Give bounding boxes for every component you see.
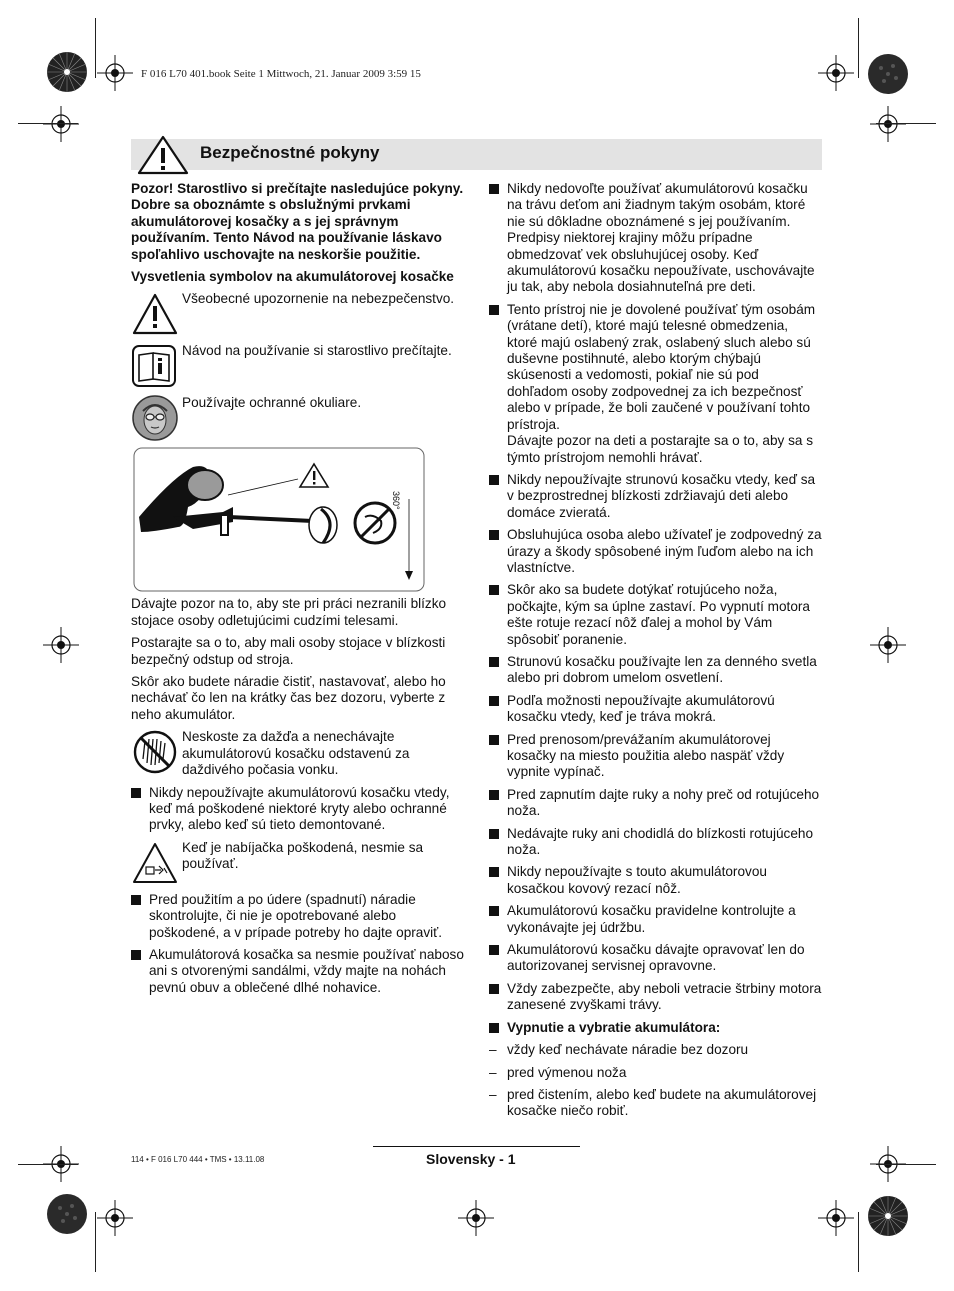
bullet-square-icon (489, 735, 499, 745)
bullet-text: Tento prístroj nie je dovolené používať tým osobám (vrátane detí), ktoré majú telesné obmedzenia, ktoré majú oslabený zrak, oslabený sluch alebo sú duševne postihnuté, alebo ktorým chýbajú skúsenosti a vedomosti, pokiaľ nie sú pod dohľadom osoby zodpovednej za ich bezpečnosť alebo v prípade, že boli zaučené v používaní tohto prístroja. (507, 301, 816, 432)
bullet-item (489, 654, 822, 687)
footer-document-code: 114 • F 016 L70 444 • TMS • 13.11.08 (131, 1155, 265, 1164)
print-file-info: F 016 L70 401.book Seite 1 Mittwoch, 21. Januar 2009 3:59 15 (141, 68, 421, 80)
crosshair-mark-top-left (97, 55, 133, 91)
safety-goggles-icon (131, 395, 179, 441)
bullet-square-icon (489, 945, 499, 955)
crop-line (876, 123, 936, 124)
bullet-square-icon (489, 585, 499, 595)
dash-text: pred výmenou noža (507, 1064, 627, 1080)
crosshair-mark-right-top (870, 106, 906, 142)
bullet-text: Obsluhujúca osoba alebo užívateľ je zodpovedný za úrazy a škody spôsobené iným ľuďom alebo na ich vlastníctve. (507, 527, 822, 575)
trimmer-operator-figure (133, 447, 425, 592)
dash-marker: – (489, 1042, 497, 1058)
bullet-square-icon (489, 696, 499, 706)
bullet-item (131, 892, 467, 941)
crosshair-mark-left-middle (43, 627, 79, 663)
bullet-text: Strunovú kosačku používajte len za denného svetla alebo pri dobrom umelom osvetlení. (507, 653, 817, 686)
bullet-text: Pred použitím a po údere (spadnutí) náradie skontrolujte, či nie je opotrebované alebo poškodené, a v prípade potreby ho dajte opraviť. (149, 891, 443, 940)
bullet-text: Nikdy nepoužívajte strunovú kosačku vtedy, keď sa v bezprostrednej blízkosti zdržiavajú deti alebo domáce zvieratá. (507, 471, 816, 520)
bullet-text-group (507, 302, 822, 466)
symbol-text: Používajte ochranné okuliare. (182, 395, 362, 411)
dash-item (489, 1065, 822, 1081)
bullet-square-icon (131, 788, 141, 798)
bullet-square-icon (489, 790, 499, 800)
symbol-text: Návod na používanie si starostlivo prečítajte. (182, 343, 452, 359)
bullet-item (489, 826, 822, 859)
figure-operator-distance (133, 447, 425, 592)
crosshair-mark-top-right (818, 55, 854, 91)
bullet-text: Vždy zabezpečte, aby neboli vetracie štrbiny motora zanesené zvyškami trávy. (507, 980, 822, 1013)
crop-line (18, 1164, 78, 1165)
bullet-square-icon (489, 1023, 499, 1033)
symbols-heading: Vysvetlenia symbolov na akumulátorovej kosačke (131, 269, 454, 285)
bullet-text: Akumulátorovú kosačku dávajte opravovať len do autorizovanej servisnej opravovne. (507, 942, 805, 974)
dash-marker: – (489, 1064, 497, 1080)
footer-page-number: Slovensky - 1 (426, 1151, 516, 1167)
symbol-text: Neskoste za dažďa a nenechávajte akumulátorovú kosačku odstavenú za daždivého počasia vonku. (182, 729, 410, 778)
bullet-item (131, 947, 467, 996)
crop-line (95, 18, 96, 78)
registration-mark-bottom-left-dark (45, 1192, 89, 1236)
dash-text: vždy keď nechávate náradie bez dozoru (507, 1042, 749, 1058)
bullet-item (489, 302, 822, 466)
crosshair-mark-bottom-left (97, 1200, 133, 1236)
intro-warning: Pozor! Starostlivo si prečítajte nasledujúce pokyny. Dobre sa oboznámte s obslužnými prvkami akumulátorovej kosačky a s jej správnym používaním. Tento Návod na používanie láskavo spoľahlivo uschovajte na neskoršie použitie. (131, 181, 464, 262)
bullet-square-icon (489, 657, 499, 667)
page-title: Bezpečnostné pokyny (200, 143, 380, 162)
bullet-text: Nedávajte ruky ani chodidlá do blízkosti rotujúceho noža. (507, 825, 814, 858)
bullet-square-icon (131, 895, 141, 905)
bullet-item (489, 942, 822, 975)
bullet-text: Podľa možnosti nepoužívajte akumulátorovú kosačku vtedy, keď je tráva mokrá. (507, 692, 775, 725)
bullet-square-icon (489, 829, 499, 839)
no-rain-icon (131, 729, 179, 775)
bullet-item (489, 582, 822, 648)
bullet-text: Pred zapnutím dajte ruky a nohy preč od rotujúceho noža. (507, 786, 820, 819)
crop-line (858, 1212, 859, 1272)
crosshair-mark-bottom-center (458, 1200, 494, 1236)
bullet-text: Akumulátorovú kosačku pravidelne kontrolujte a vykonávajte jej údržbu. (507, 903, 796, 935)
crop-line (95, 1212, 96, 1272)
bullet-item (489, 1020, 822, 1036)
angle-label: 360° (391, 491, 401, 511)
dash-marker: – (489, 1086, 497, 1102)
warning-triangle-icon (131, 291, 179, 337)
bullet-item (489, 787, 822, 820)
bullet-square-icon (489, 867, 499, 877)
bullet-text: Nikdy nepoužívajte s touto akumulátorovou kosačkou kovový rezací nôž. (507, 864, 767, 896)
dash-text: pred čistením, alebo keď budete na akumulátorovej kosačke niečo robiť. (507, 1086, 817, 1119)
footer-rule (373, 1146, 580, 1147)
bullet-square-icon (489, 906, 499, 916)
crosshair-mark-right-middle (870, 627, 906, 663)
bullet-text: Vypnutie a vybratie akumulátora: (507, 1019, 721, 1035)
crosshair-mark-left-top (43, 106, 79, 142)
dash-item (489, 1087, 822, 1120)
bullet-item (489, 472, 822, 521)
bullet-text: Akumulátorová kosačka sa nesmie používať naboso ani s otvorenými sandálmi, vždy majte na nohách pevnú obuv a oblečené dlhé nohavice. (149, 946, 464, 995)
bullet-square-icon (489, 475, 499, 485)
bullet-text: Pred prenosom/prevážaním akumulátorovej kosačky na miesto použitia alebo naspäť vždy vypnite vypínač. (507, 731, 785, 780)
read-manual-icon (131, 343, 179, 389)
bullet-item (489, 181, 822, 296)
bullet-text: Dávajte pozor na deti a postarajte sa o to, aby sa s týmto prístrojom nemohli hrávať. (507, 433, 814, 465)
crosshair-mark-bottom-right (818, 1200, 854, 1236)
bullet-square-icon (489, 984, 499, 994)
symbol-row-charger (131, 840, 467, 886)
damaged-charger-warning-icon (131, 840, 179, 886)
dash-item (489, 1042, 822, 1058)
bullet-square-icon (489, 184, 499, 194)
symbol-row-rain (131, 729, 467, 778)
bullet-square-icon (131, 950, 141, 960)
registration-mark-top-left-dark (45, 50, 89, 94)
bullet-square-icon (489, 530, 499, 540)
bullet-item (489, 981, 822, 1014)
registration-mark-bottom-right-dark (866, 1194, 910, 1238)
bullet-item (489, 732, 822, 781)
warning-triangle-icon (137, 135, 189, 175)
right-column (489, 181, 822, 1126)
paragraph: Dávajte pozor na to, aby ste pri práci nezranili blízko stojace osoby odletujúcimi cudzími telesami. (131, 596, 447, 628)
crop-line (876, 1164, 936, 1165)
paragraph: Skôr ako budete náradie čistiť, nastavovať, alebo ho nechávať čo len na krátky čas bez dozoru, vyberte z neho akumulátor. (131, 674, 446, 722)
bullet-item (131, 785, 467, 834)
bullet-square-icon (489, 305, 499, 315)
bullet-item (489, 903, 822, 936)
symbol-row-read-manual (131, 343, 467, 389)
left-column (131, 181, 467, 1002)
symbol-text: Keď je nabíjačka poškodená, nesmie sa používať. (182, 839, 424, 872)
bullet-item (489, 864, 822, 897)
bullet-text: Nikdy nedovoľte používať akumulátorovú kosačku na trávu deťom ani žiadnym takým osobám, ktoré nie sú dôkladne oboznámené s jej používaním. Predpisy niektorej krajiny môžu prípadne obmedzovať vek obsluhujúcej osoby. Keď akumulátorovú kosačku nepoužívate, uschovávajte ju tak, aby nebola dosiahnuteľná pre deti. (507, 181, 815, 295)
bullet-text: Skôr ako sa budete dotýkať rotujúceho noža, počkajte, kým sa úplne zastaví. Po vypnutí motora ešte rotuje rezací nôž ďalej a mohol by Vám spôsobiť poranenie. (507, 582, 810, 647)
crop-line (18, 123, 78, 124)
paragraph: Postarajte sa o to, aby mali osoby stojace v blízkosti bezpečný odstup od stroja. (131, 635, 446, 667)
symbol-row-general-warning (131, 291, 467, 337)
bullet-item (489, 693, 822, 726)
registration-mark-top-right-dark (866, 52, 910, 96)
bullet-text: Nikdy nepoužívajte akumulátorovú kosačku vtedy, keď má poškodené niektoré kryty alebo ochranné prvky, alebo keď sú tieto demontované. (149, 784, 450, 833)
crop-line (858, 18, 859, 78)
bullet-item (489, 527, 822, 576)
symbol-row-goggles (131, 395, 467, 441)
symbol-text: Všeobecné upozornenie na nebezpečenstvo. (182, 291, 455, 307)
